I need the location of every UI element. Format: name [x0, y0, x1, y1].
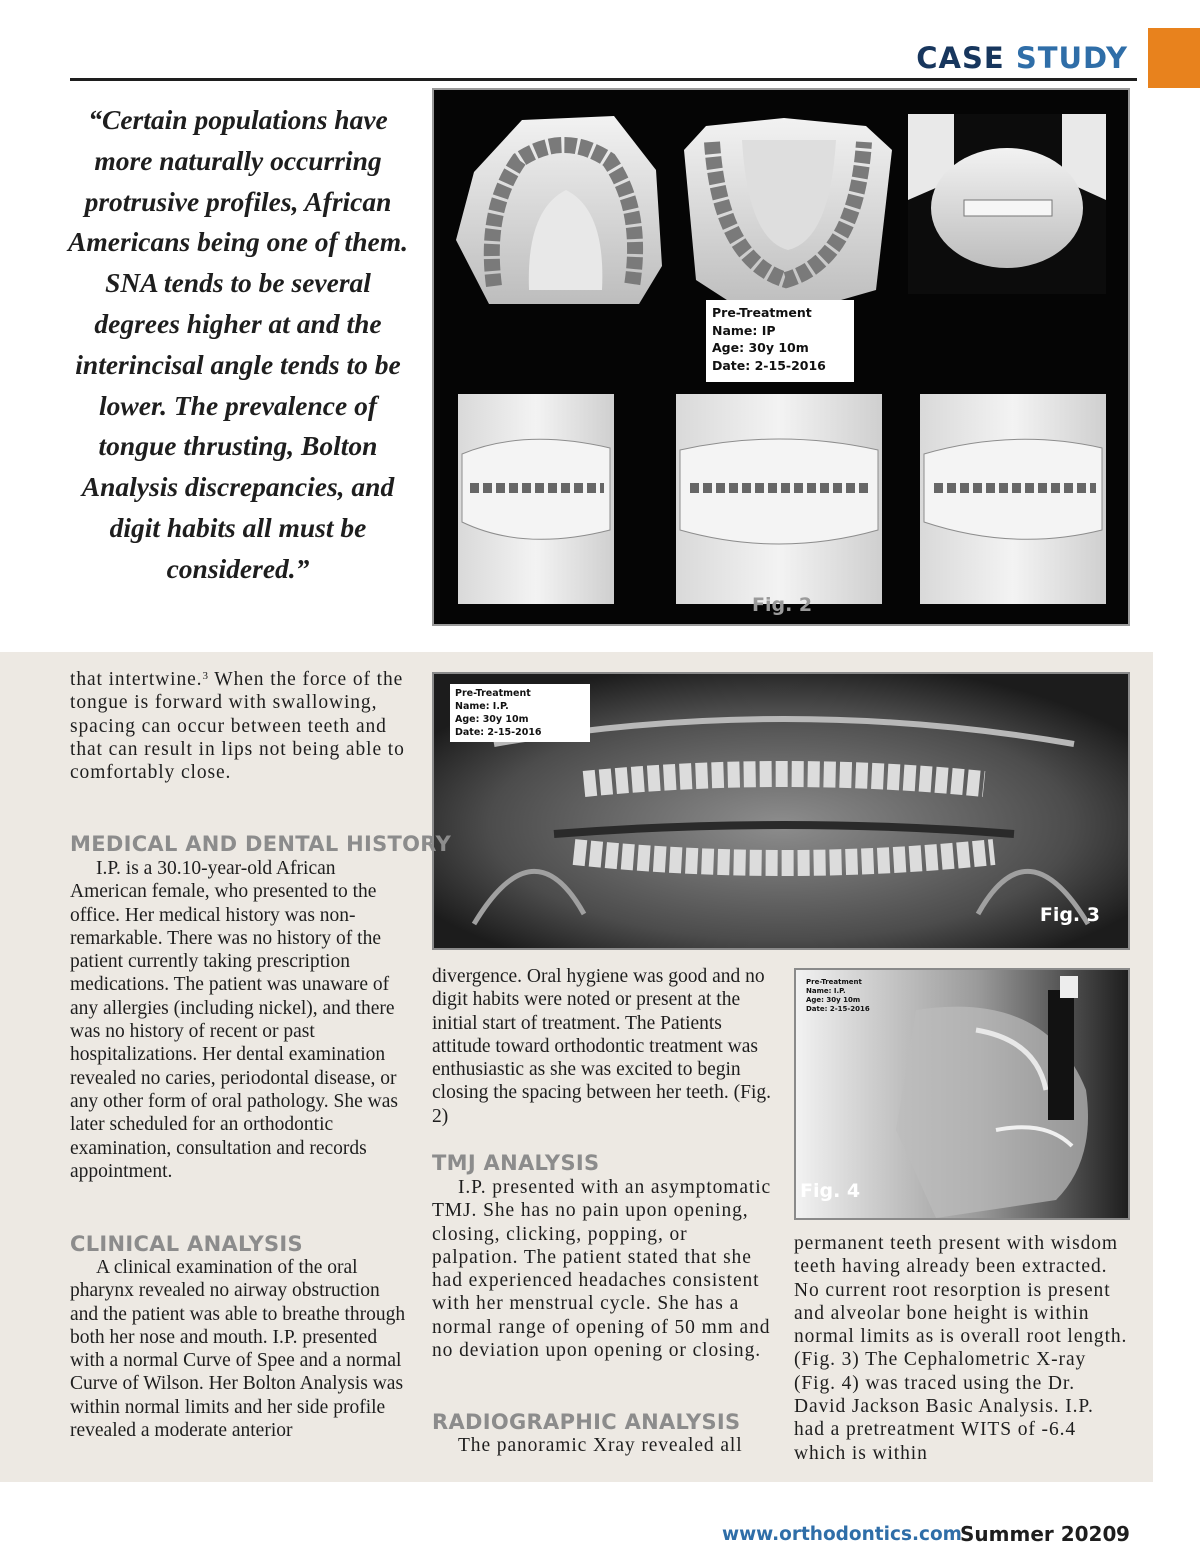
patient-label-line: Date: 2-15-2016 — [455, 727, 542, 738]
intro-paragraph — [70, 668, 410, 784]
section-title — [916, 41, 1128, 75]
figure-caption: Fig. 4 — [800, 1180, 861, 1202]
patient-label-line: Name: IP — [712, 322, 776, 338]
section-heading-tmj-analysis: TMJ ANALYSIS — [432, 1151, 600, 1175]
section-title-word-2: STUDY — [1015, 41, 1128, 75]
intro-text: that intertwine. — [70, 669, 203, 690]
clinical-analysis-continued — [432, 965, 772, 1128]
medical-history-paragraph — [70, 857, 410, 1183]
clinical-analysis-continued-text: divergence. Oral hygiene was good and no digit habits were noted or present at the initial start of treatment. The Patients attitude toward orthodontic treatment was enthusiastic as she was excited to begin closing the spacing between her teeth. (Fig. 2) — [432, 966, 771, 1127]
patient-label-line: Date: 2-15-2016 — [806, 1005, 870, 1013]
section-title-word-1: CASE — [916, 41, 1005, 75]
patient-label-line: Age: 30y 10m — [806, 996, 861, 1004]
header-rule — [70, 78, 1137, 81]
patient-label-line: Date: 2-15-2016 — [712, 357, 826, 373]
reference-marker: 3 — [202, 670, 209, 682]
patient-label — [706, 300, 854, 382]
medical-history-text: I.P. is a 30.10-year-old African American female, who presented to the office. Her medical history was non-remarkable. There was no history of the patient currently taking prescription medications. The patient was unaware of any allergies (including nickel), and there was no history of recent or past hospitalizations. Her dental examination revealed no caries, periodontal disease, or any other form of oral pathology. She was later scheduled for an orthodontic examination, consultation and records appointment. — [70, 858, 398, 1182]
radiographic-analysis-paragraph — [432, 1434, 772, 1457]
orange-accent-tab — [1148, 28, 1200, 88]
tmj-analysis-text: I.P. presented with an asymptomatic TMJ. She has no pain upon opening, closing, clicking, popping, or palpation. The patient stated that she had experienced headaches consistent with her menstrual cycle. She has a normal range of opening of 50 mm and no deviation upon opening or closing. — [432, 1177, 772, 1362]
footer-issue: Summer 2020 — [960, 1522, 1117, 1546]
patient-label-line: Pre-Treatment — [806, 978, 862, 986]
patient-label-line: Name: I.P. — [455, 701, 509, 712]
figure-2-dental-models — [432, 88, 1130, 626]
radiographic-analysis-continued-text: permanent teeth present with wisdom teeth having already been extracted. No current root resorption is present and alveolar bone height is within normal limits as is overall root length. (Fig. 3) The Cephalometric X-ray (Fig. 4) was traced using the Dr. David Jackson Basic Analysis. I.P. had a pretreatment WITS of -6.4 which is within — [794, 1233, 1128, 1464]
section-heading-clinical-analysis: CLINICAL ANALYSIS — [70, 1232, 303, 1256]
patient-label-line: Age: 30y 10m — [455, 714, 529, 725]
figure-caption: Fig. 3 — [1039, 904, 1100, 926]
footer-website: www.orthodontics.com — [722, 1524, 962, 1545]
figure-4-cephalometric-xray — [794, 968, 1130, 1220]
clinical-analysis-text: A clinical examination of the oral pharynx revealed no airway obstruction and the patient was able to breathe through both her nose and mouth. I.P. presented with a normal Curve of Spee and a normal Curve of Wilson. Her Bolton Analysis was within normal limits and her side profile revealed a moderate anterior — [70, 1257, 406, 1442]
patient-label-line: Pre-Treatment — [712, 305, 812, 320]
tmj-analysis-paragraph — [432, 1176, 772, 1362]
intro-text-continued: When the force of the tongue is forward with swallowing, spacing can occur between teeth and that can result in lips not being able to comfortably close. — [70, 669, 405, 784]
section-heading-radiographic-analysis: RADIOGRAPHIC ANALYSIS — [432, 1410, 741, 1434]
patient-label — [806, 978, 870, 1014]
pull-quote: “Certain populations have more naturally occurring protrusive profiles, African Americans being one of them. SNA tends to be several degrees higher at and the interincisal angle tends to be lower. The prevalence of tongue thrusting, Bolton Analysis discrepancies, and digit habits all must be considered.” — [68, 104, 408, 584]
radiographic-analysis-text: The panoramic Xray revealed all — [458, 1435, 743, 1456]
patient-label-line: Age: 30y 10m — [712, 340, 809, 355]
radiographic-analysis-continued — [794, 1232, 1130, 1465]
figure-caption: Fig. 2 — [752, 594, 813, 616]
clinical-analysis-paragraph — [70, 1256, 410, 1442]
page-number: 9 — [1116, 1522, 1130, 1546]
figure-3-panoramic-xray — [432, 672, 1130, 950]
patient-label-line: Name: I.P. — [806, 987, 846, 995]
patient-label — [450, 684, 590, 742]
section-heading-medical-history: MEDICAL AND DENTAL HISTORY — [70, 832, 452, 856]
patient-label-line: Pre-Treatment — [455, 688, 531, 699]
